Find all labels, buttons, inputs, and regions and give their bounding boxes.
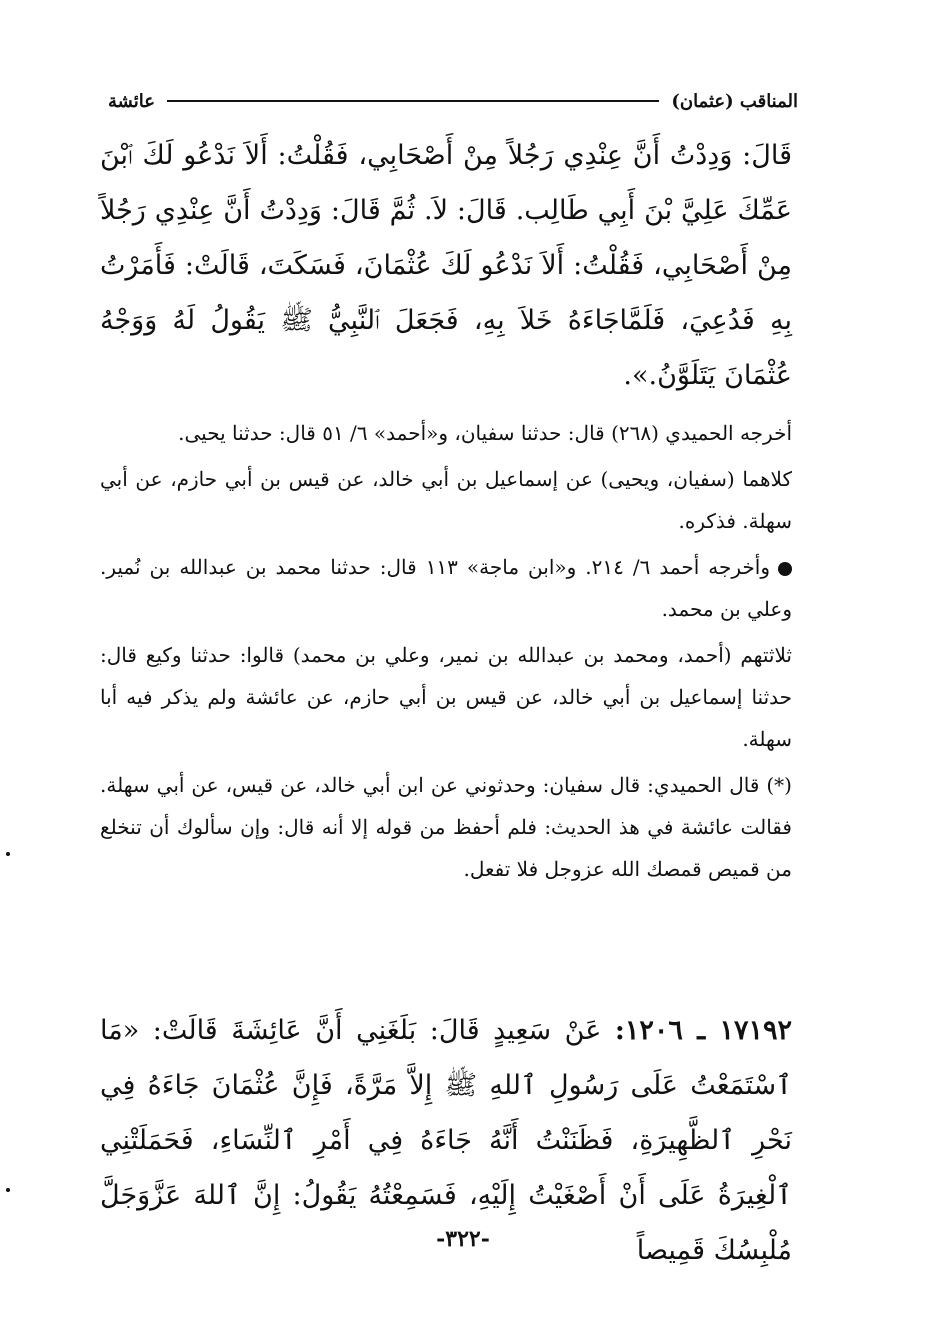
page-number: -٣٢٢- [436, 1226, 490, 1252]
note-paragraph: (*) قال الحميدي: قال سفيان: وحدثوني عن ابن أبي خالد، عن قيس، عن أبي سهلة. فقالت عائشة في هذ الحديث: فلم أحفظ من قوله إلا أنه قال: وإن سألوك أن تنخلع من قميص قمصك الله عزوجل فلا تفعل. [100, 773, 792, 881]
hadith-number: ١٧١٩٢ ـ ١٢٠٦: [614, 1015, 792, 1046]
note-text: وأخرجه أحمد ٦/ ٢١٤. و«ابن ماجة» ١١٣ قال: حدثنا محمد بن عبدالله بن نُمير. وعلي بن محمد. [100, 555, 792, 621]
scan-mark [6, 1188, 10, 1192]
note-paragraph: ثلاثتهم (أحمد، ومحمد بن عبدالله بن نمير، وعلي بن محمد) قالوا: حدثنا وكيع قال: حدثنا إسماعيل بن أبي خالد، عن قيس بن أبي حازم، عن عائشة ولم يذكر فيه أبا سهلة. [100, 643, 792, 751]
notes-section [100, 412, 792, 890]
bullet-icon [778, 562, 792, 576]
next-hadith-text: عَنْ سَعِيدٍ قَالَ: بَلَغَنِي أَنَّ عَائِشَةَ قَالَتْ: «مَا ٱسْتَمَعْتُ عَلَى رَسُولِ ٱللهِ ﷺ إِلاَّ مَرَّةً، فَإِنَّ عُثْمَانَ جَاءَهُ فِي نَحْرِ ٱلظَّهِيرَةِ، فَظَنَنْتُ أَنَّهُ جَاءَهُ فِي أَمْرِ ٱلنِّسَاءِ، فَحَمَلَتْنِي ٱلْغِيرَةُ عَلَى أَنْ أَصْغَيْتُ إِلَيْهِ، فَسَمِعْتُهُ يَقُولُ: إِنَّ ٱللهَ عَزَّوَجَلَّ مُلْبِسُكَ قَمِيصاً [100, 1015, 792, 1266]
book-title: المناقب (عثمان) [671, 90, 798, 112]
note-paragraph-bulleted [100, 546, 792, 630]
scan-mark [6, 852, 10, 856]
note-paragraph: كلاهما (سفيان، ويحيى) عن إسماعيل بن أبي خالد، عن قيس بن أبي حازم، عن أبي سهلة. فذكره. [100, 467, 792, 533]
hadith-continued [100, 128, 792, 403]
hadith-continued-text: قَالَ: وَدِدْتُ أَنَّ عِنْدِي رَجُلاً مِنْ أَصْحَابِي، فَقُلْتُ: أَلاَ نَدْعُو لَكَ ٱبْنَ عَمِّكَ عَلِيَّ بْنَ أَبِي طَالِب. قَالَ: لاَ. ثُمَّ قَالَ: وَدِدْتُ أَنَّ عِنْدِي رَجُلاً مِنْ أَصْحَابِي، فَقُلْتُ: أَلاَ نَدْعُو لَكَ عُثْمَانَ، فَسَكَتَ، قَالَتْ: فَأَمَرْتُ بِهِ فَدُعِيَ، فَلَمَّاجَاءَهُ خَلاَ بِهِ، فَجَعَلَ ٱلنَّبِيُّ ﷺ يَقُولُ لَهُ وَوَجْهُ عُثْمَانَ يَتَلَوَّنُ.». [100, 140, 792, 391]
section-name: عائشة [108, 90, 155, 112]
header-rule [167, 100, 659, 102]
running-header [108, 84, 798, 118]
note-paragraph: أخرجه الحميدي (٢٦٨) قال: حدثنا سفيان، و«أحمد» ٦/ ٥١ قال: حدثنا يحيى. [178, 421, 792, 445]
